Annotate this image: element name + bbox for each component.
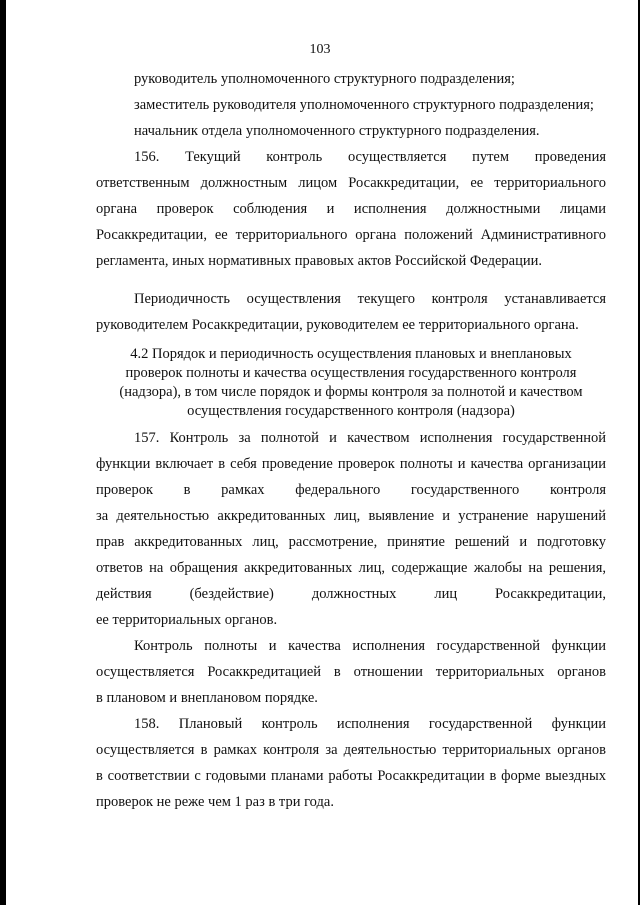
text-line: ее территориальных органов. [96,612,278,628]
text-line: руководитель уполномоченного структурного подразделения; [134,71,515,87]
text-line: осуществляется в рамках контроля за деятельностью территориальных органов [96,742,606,758]
page-number: 103 [309,42,331,57]
text-line: за деятельностью аккредитованных лиц, выявление и устранение нарушений [96,508,606,524]
text-line: 156. Текущий контроль осуществляется путем проведения [134,149,606,165]
text-line: регламента, иных нормативных правовых актов Российской Федерации. [96,253,543,269]
text-line: Контроль полноты и качества исполнения государственной функции [134,638,606,654]
text-line: проверок в рамках федерального государственного контроля [96,482,606,498]
text-line: ответов на обращения аккредитованных лиц, содержащие жалобы на решения, [96,560,606,576]
text-line: начальник отдела уполномоченного структурного подразделения. [134,123,540,139]
text-line: заместитель руководителя уполномоченного структурного подразделения; [134,97,594,113]
text-line: в плановом и внеплановом порядке. [96,690,318,706]
text-block-1 [96,66,606,338]
text-line: Росаккредитации, ее территориального органа положений Административного [96,227,606,243]
text-line: 157. Контроль за полнотой и качеством исполнения государственной [134,430,606,446]
text-line: руководителем Росаккредитации, руководителем ее территориального органа. [96,317,579,333]
heading-line: осуществления государственного контроля (надзора) [187,403,515,419]
text-line: осуществляется Росаккредитацией в отношении территориальных органов [96,664,606,680]
text-line: 158. Плановый контроль исполнения государственной функции [134,716,606,732]
scan-border-left [0,0,6,905]
heading-line: 4.2 Порядок и периодичность осуществления плановых и внеплановых [130,346,572,362]
heading-line: (надзора), в том числе порядок и формы контроля за полнотой и качеством [119,384,583,400]
text-line: действия (бездействие) должностных лиц Росаккредитации, [96,586,606,602]
text-line: прав аккредитованных лиц, рассмотрение, принятие решений и подготовку [96,534,606,550]
text-line: функции включает в себя проведение проверок полноты и качества организации [96,456,606,472]
text-line: ответственным должностным лицом Росаккредитации, ее территориального [96,175,606,191]
text-line: в соответствии с годовыми планами работы Росаккредитации в форме выездных [96,768,606,784]
heading-line: проверок полноты и качества осуществления государственного контроля [125,365,577,381]
text-line: проверок не реже чем 1 раз в три года. [96,794,334,810]
text-line: Периодичность осуществления текущего контроля устанавливается [134,291,606,307]
section-heading [96,345,606,421]
text-line: органа проверок соблюдения и исполнения должностными лицами [96,201,606,217]
text-block-2 [96,425,606,815]
